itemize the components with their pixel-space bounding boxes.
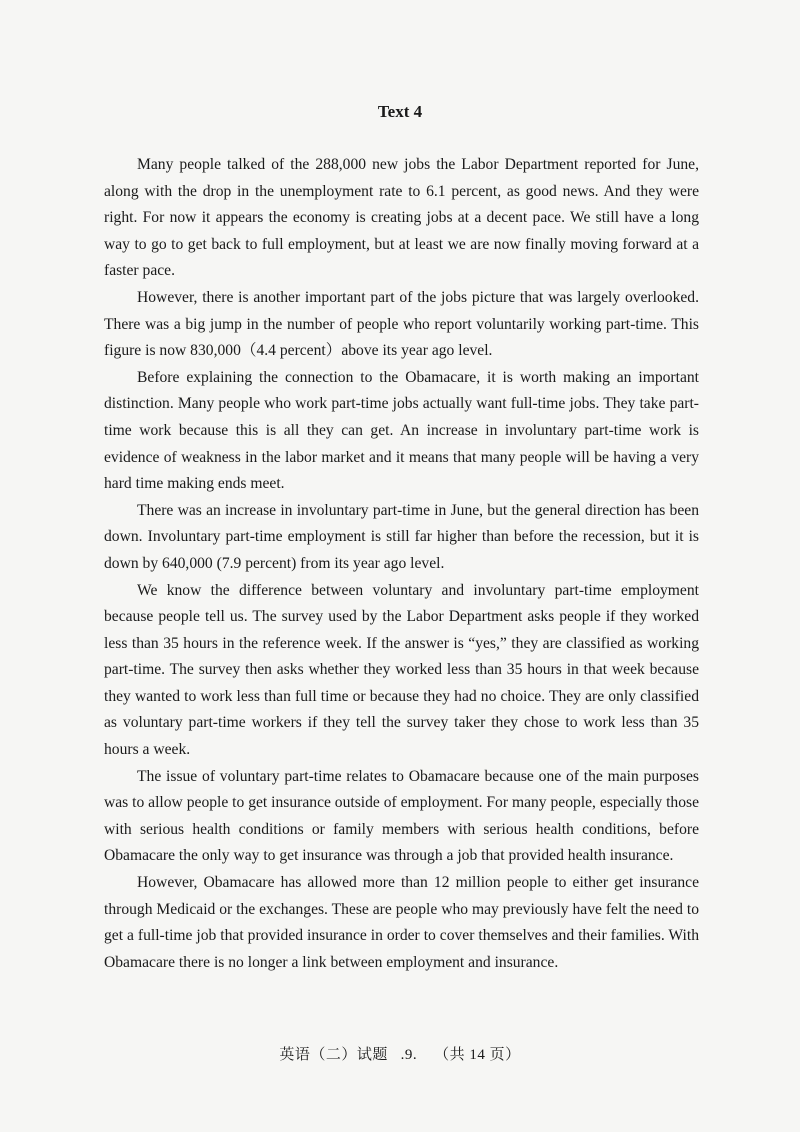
paragraph-5: We know the difference between voluntary and involuntary part-time employment because people tell us. The survey used by the Labor Department asks people if they worked less than 35 hours in the reference week. If the answer is “yes,” they are classified as working part-time. The survey then asks whether they worked less than 35 hours in that week because they wanted to work less than full time or because they had no choice. They are only classified as voluntary part-time workers if they tell the survey taker they chose to work less than 35 hours a week. [104, 581, 699, 759]
paragraph-6: The issue of voluntary part-time relates to Obamacare because one of the main purposes was to allow people to get insurance outside of employment. For many people, especially those with serious health conditions or family members with serious health conditions, before Obamacare the only way to get insurance was through a job that provided health insurance. [104, 767, 700, 865]
paragraph-2: However, there is another important part of the jobs picture that was largely overlooked. There was a big jump in the number of people who report voluntarily working part-time. This figure is now 830,000（4.4 percent）above its year ago level. [104, 288, 699, 360]
paragraph-4: There was an increase in involuntary part-time in June, but the general direction has been down. Involuntary part-time employment is still far higher than before the recession, but it is down by 640,000 (7.9 percent) from its year ago level. [104, 501, 699, 572]
page-footer: 英语（二）试题 .9. （共 14 页） [279, 1047, 521, 1063]
section-title: Text 4 [377, 102, 423, 121]
paragraph-7: However, Obamacare has allowed more than 12 million people to either get insurance through Medicaid or the exchanges. These are people who may previously have felt the need to get a full-time job that provided insurance in order to cover themselves and their families. With Obamacare there is no longer a link between employment and insurance. [104, 874, 699, 971]
passage-body [104, 152, 699, 976]
paragraph-3: Before explaining the connection to the Obamacare, it is worth making an important distinction. Many people who work part-time jobs actually want full-time jobs. They take part-time work because this is all they can get. An increase in involuntary part-time work is evidence of weakness in the labor market and it means that many people will be having a very hard time making ends meet. [104, 368, 699, 493]
paragraph-1: Many people talked of the 288,000 new jobs the Labor Department reported for June, along with the drop in the unemployment rate to 6.1 percent, as good news. And they were right. For now it appears the economy is creating jobs at a decent pace. We still have a long way to go to get back to full employment, but at least we are now finally moving forward at a faster pace. [104, 156, 699, 280]
